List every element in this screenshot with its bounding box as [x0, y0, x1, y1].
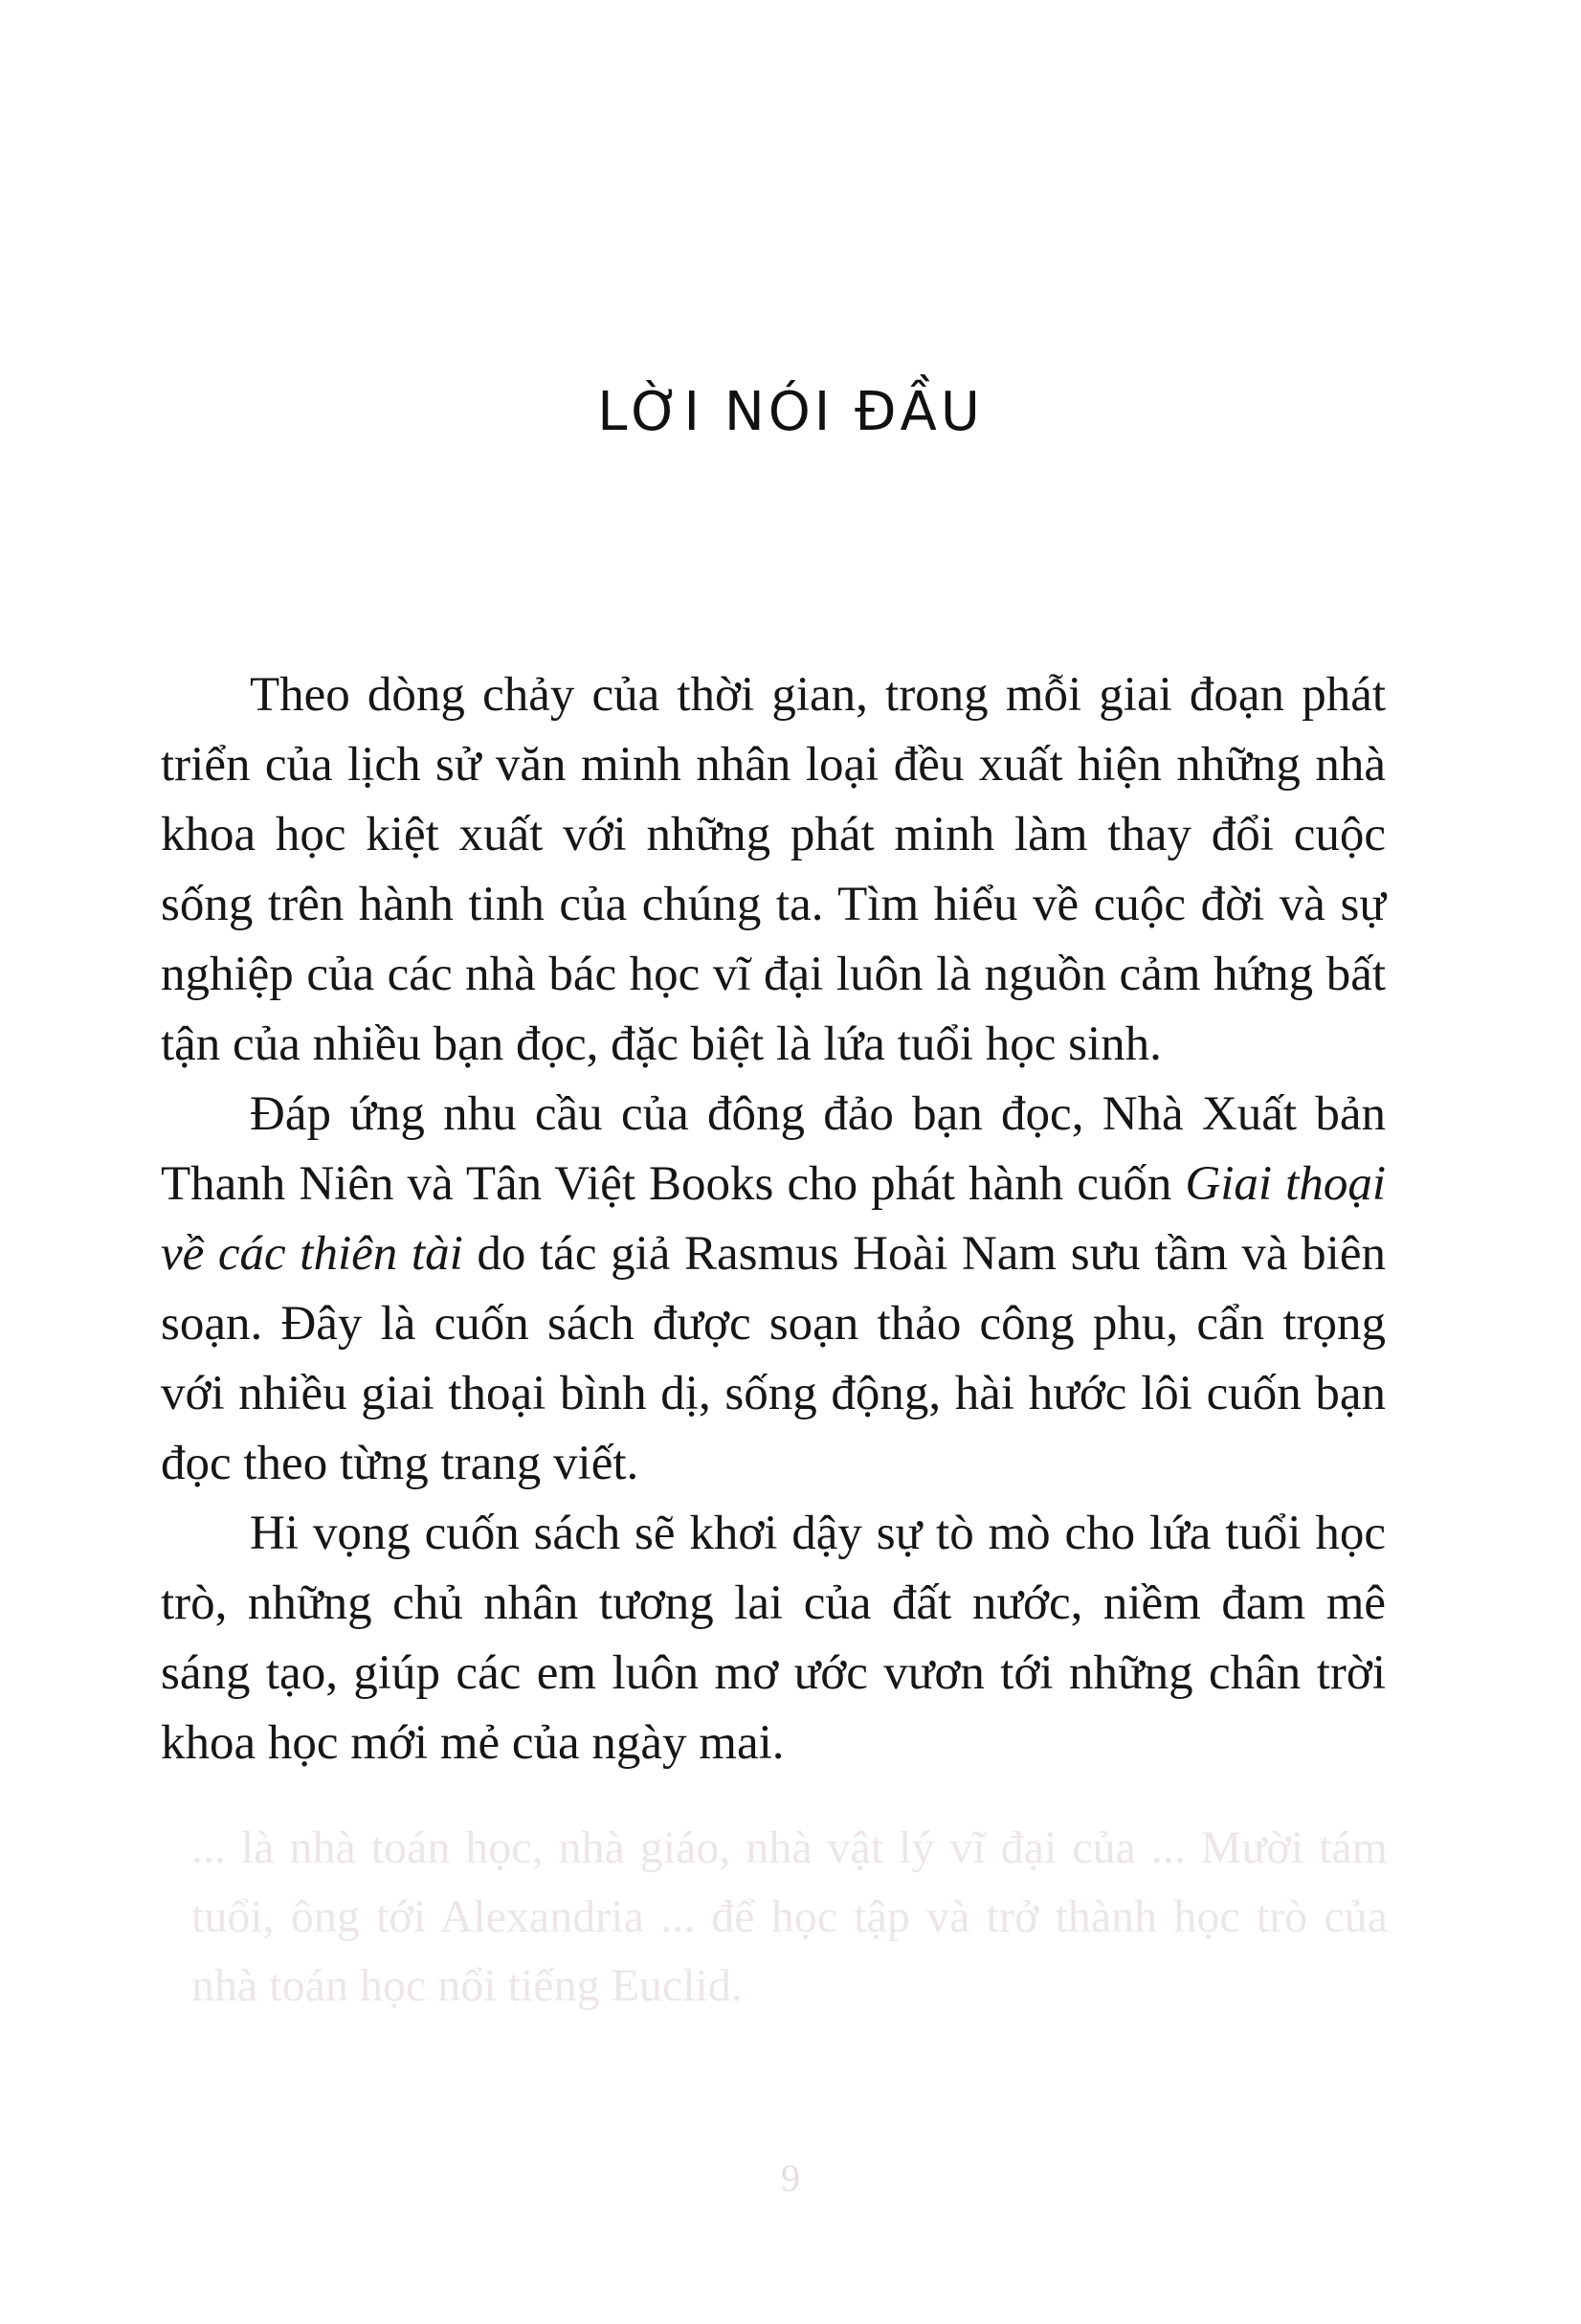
paragraph-2-text-before: Đáp ứng nhu cầu của đông đảo bạn đọc, Nhà Xuất bản Thanh Niên và Tân Việt Books cho phát hành cuốn [161, 1087, 1386, 1211]
paragraph-3: Hi vọng cuốn sách sẽ khơi dậy sự tò mò cho lứa tuổi học trò, những chủ nhân tương lai của đất nước, niềm đam mê sáng tạo, giúp các em luôn mơ ước vươn tới những chân trời khoa học mới mẻ của ngày mai. [161, 1507, 1386, 1770]
paragraph-1: Theo dòng chảy của thời gian, trong mỗi giai đoạn phát triển của lịch sử văn minh nhân loại đều xuất hiện những nhà khoa học kiệt xuất với những phát minh làm thay đổi cuộc sống trên hành tinh của chúng ta. Tìm hiểu về cuộc đời và sự nghiệp của các nhà bác học vĩ đại luôn là nguồn cảm hứng bất tận của nhiều bạn đọc, đặc biệt là lứa tuổi học sinh. [161, 668, 1386, 1071]
paragraph-2-text-after: do tác giả Rasmus Hoài Nam sưu tầm và biên soạn. Đây là cuốn sách được soạn thảo công phu, cẩn trọng với nhiều giai thoại bình dị, sống động, hài hước lôi cuốn bạn đọc theo từng trang viết. [161, 1227, 1386, 1490]
bleed-through-text: ... là nhà toán học, nhà giáo, nhà vật lý vĩ đại của ... Mười tám tuổi, ông tới Alexandria ... để học tập và trở thành học trò của nhà toán học nổi tiếng Euclid. [191, 1822, 1388, 2011]
page-title: LỜI NÓI ĐẦU [597, 381, 984, 443]
preface-body [161, 660, 1386, 1778]
page-number: 9 [781, 2156, 800, 2200]
paragraph-2 [161, 1080, 1386, 1499]
book-title-italic: Giai thoại về các thiên tài [161, 1157, 1386, 1281]
